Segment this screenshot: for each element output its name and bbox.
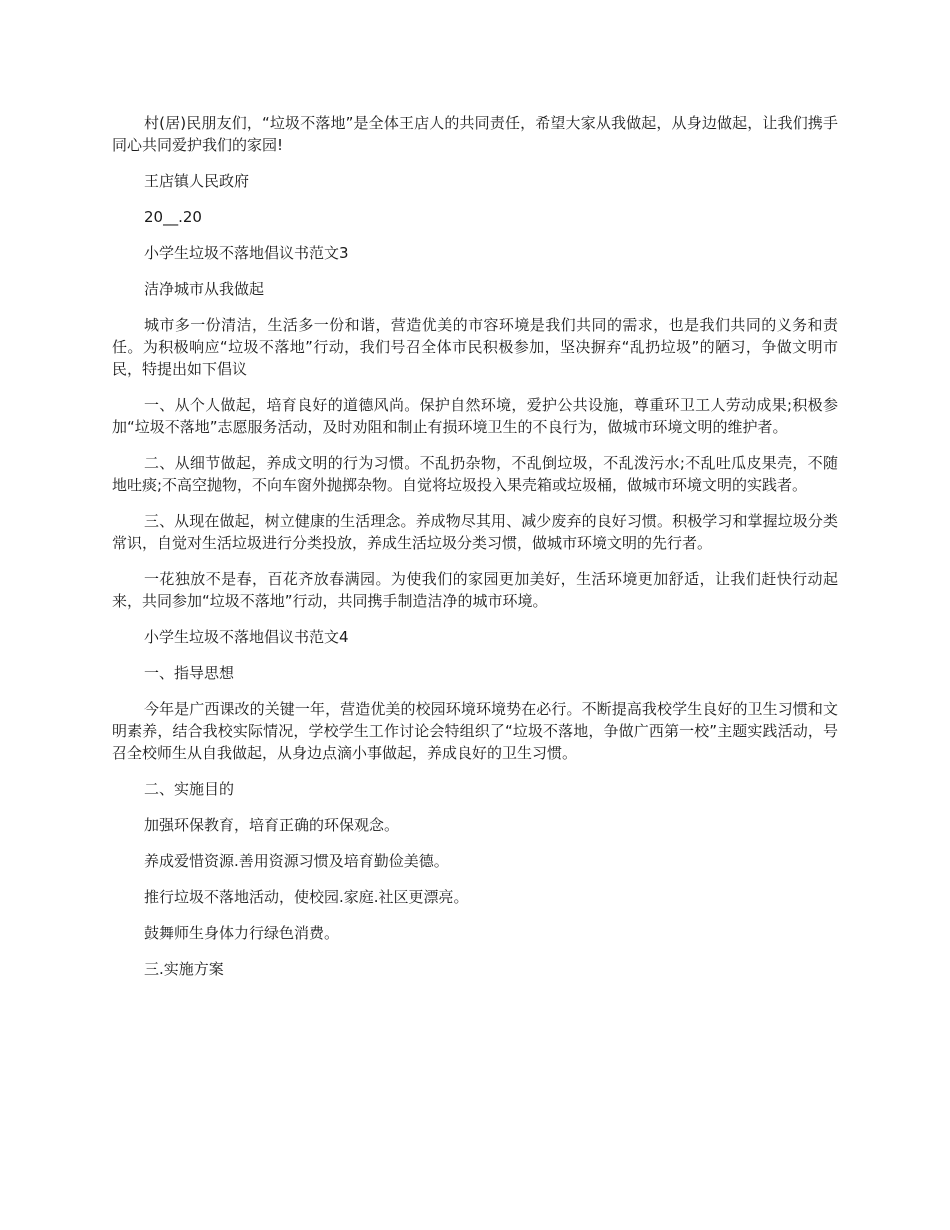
signature-issuer: 王店镇人民政府 xyxy=(144,172,250,190)
document-page xyxy=(112,112,838,994)
paragraph-point-3: 三、从现在做起，树立健康的生活理念。养成物尽其用、减少废弃的良好习惯。积极学习和掌握垃圾分类常识，自觉对生活垃圾进行分类投放，养成生活垃圾分类习惯，做城市环境文明的先行者。 xyxy=(112,512,838,552)
paragraph-conclusion: 一花独放不是春，百花齐放春满园。为使我们的家园更加美好，生活环境更加舒适，让我们赶快行动起来，共同参加“垃圾不落地”行动，共同携手制造洁净的城市环境。 xyxy=(112,570,838,610)
section-heading-sample-3: 小学生垃圾不落地倡议书范文3 xyxy=(144,244,349,262)
subtitle-clean-city: 洁净城市从我做起 xyxy=(144,280,265,298)
heading-purpose: 二、实施目的 xyxy=(144,780,235,798)
paragraph-point-2: 二、从细节做起，养成文明的行为习惯。不乱扔杂物，不乱倒垃圾，不乱泼污水;不乱吐瓜皮果壳，不随地吐痰;不高空抛物，不向车窗外抛掷杂物。自觉将垃圾投入果壳箱或垃圾桶，做城市环境文明的实践者。 xyxy=(112,454,838,494)
section-heading-sample-4: 小学生垃圾不落地倡议书范文4 xyxy=(144,628,349,646)
paragraph-point-1: 一、从个人做起，培育良好的道德风尚。保护自然环境，爱护公共设施，尊重环卫工人劳动成果;积极参加“垃圾不落地”志愿服务活动，及时劝阻和制止有损环境卫生的不良行为，做城市环境文明的维护者。 xyxy=(112,396,838,436)
heading-implementation-plan: 三.实施方案 xyxy=(144,960,224,978)
heading-guiding-ideology: 一、指导思想 xyxy=(144,664,235,682)
signature-date: 20__.20 xyxy=(144,208,202,226)
purpose-item-2: 养成爱惜资源.善用资源习惯及培育勤俭美德。 xyxy=(144,852,449,870)
paragraph-closing-appeal: 村(居)民朋友们，“垃圾不落地”是全体王店人的共同责任，希望大家从我做起，从身边做起，让我们携手同心共同爱护我们的家园! xyxy=(112,114,838,154)
paragraph-intro: 城市多一份清洁，生活多一份和谐，营造优美的市容环境是我们共同的需求，也是我们共同的义务和责任。为积极响应“垃圾不落地”行动，我们号召全体市民积极参加，坚决摒弃“乱扔垃圾”的陋习，争做文明市民，特提出如下倡议 xyxy=(112,316,838,378)
purpose-item-1: 加强环保教育，培育正确的环保观念。 xyxy=(144,816,400,834)
purpose-item-3: 推行垃圾不落地活动，使校园.家庭.社区更漂亮。 xyxy=(144,888,469,906)
purpose-item-4: 鼓舞师生身体力行绿色消费。 xyxy=(144,924,340,942)
paragraph-guiding-ideology: 今年是广西课改的关键一年，营造优美的校园环境环境势在必行。不断提高我校学生良好的卫生习惯和文明素养，结合我校实际情况，学校学生工作讨论会特组织了“垃圾不落地，争做广西第一校”主题实践活动，号召全校师生从自我做起，从身边点滴小事做起，养成良好的卫生习惯。 xyxy=(112,700,838,762)
